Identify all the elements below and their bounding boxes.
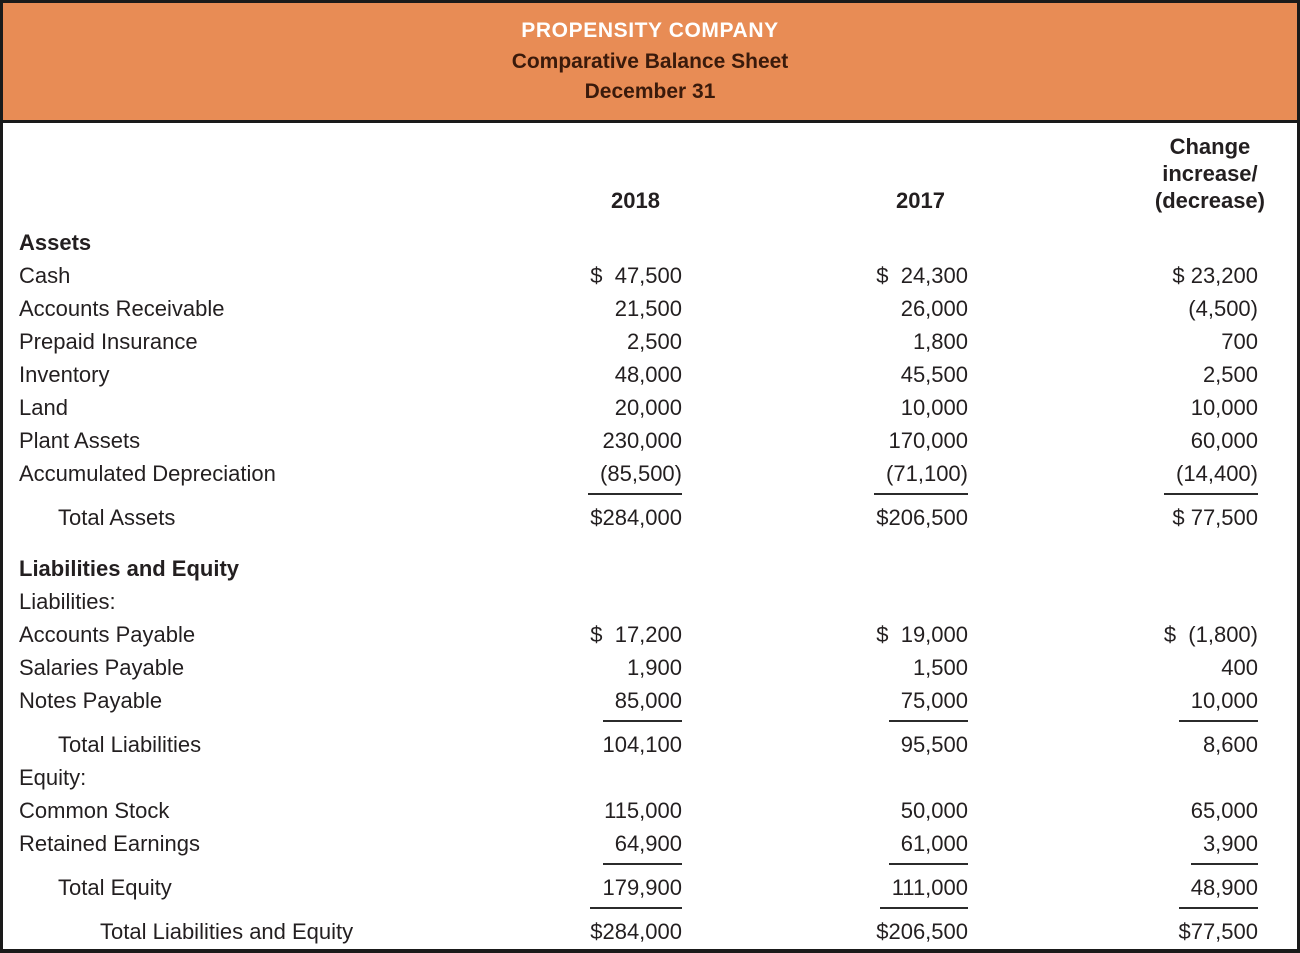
row-label: Plant Assets <box>19 428 141 453</box>
value-2017 <box>701 358 986 391</box>
row-label: Notes Payable <box>19 688 163 713</box>
value-text: 61,000 <box>889 827 968 865</box>
column-header-2017: 2017 <box>896 188 945 213</box>
value-text: $ 47,500 <box>590 263 682 288</box>
row-label: Total Assets <box>58 505 176 530</box>
value-text: (71,100) <box>874 457 968 495</box>
value-2018 <box>501 391 701 424</box>
report-title: Comparative Balance Sheet <box>511 50 789 73</box>
value-2018 <box>501 457 701 495</box>
value-2018 <box>501 292 701 325</box>
value-2017 <box>701 794 986 827</box>
value-text: $284,000 <box>590 919 682 944</box>
value-text: 179,900 <box>590 871 682 909</box>
value-2017 <box>701 618 986 651</box>
table-row <box>17 358 1281 391</box>
value-change <box>986 684 1281 722</box>
value-change <box>986 827 1281 865</box>
value-2018 <box>501 794 701 827</box>
value-2018 <box>501 827 701 865</box>
table-row <box>17 501 1281 534</box>
row-label: Liabilities: <box>19 589 116 614</box>
value-text: 50,000 <box>900 798 968 823</box>
report-date: December 31 <box>584 80 716 103</box>
value-change <box>986 871 1281 909</box>
value-text: 700 <box>1221 329 1258 354</box>
row-label: Accounts Payable <box>19 622 196 647</box>
value-change <box>986 259 1281 292</box>
table-row <box>17 585 1281 618</box>
value-text: 8,600 <box>1202 732 1258 757</box>
row-label: Assets <box>19 230 92 255</box>
value-text: $206,500 <box>876 919 968 944</box>
value-change <box>986 651 1281 684</box>
table-row <box>17 618 1281 651</box>
value-2018 <box>501 501 701 534</box>
row-label: Accounts Receivable <box>19 296 225 321</box>
table-row <box>17 292 1281 325</box>
row-label: Prepaid Insurance <box>19 329 198 354</box>
row-label: Liabilities and Equity <box>19 556 240 581</box>
table-row <box>17 391 1281 424</box>
row-label: Salaries Payable <box>19 655 185 680</box>
column-header-2018: 2018 <box>611 188 660 213</box>
value-2017 <box>701 684 986 722</box>
value-2018 <box>501 684 701 722</box>
value-2018 <box>501 871 701 909</box>
value-2018 <box>501 915 701 948</box>
value-text: 45,500 <box>900 362 968 387</box>
row-label: Total Liabilities <box>58 732 202 757</box>
value-text: 64,900 <box>603 827 682 865</box>
value-text: $ 17,200 <box>590 622 682 647</box>
value-2017 <box>701 325 986 358</box>
value-text: 111,000 <box>880 871 968 909</box>
table-row <box>17 794 1281 827</box>
value-2017 <box>701 651 986 684</box>
value-2018 <box>501 424 701 457</box>
row-label: Inventory <box>19 362 110 387</box>
value-text: 60,000 <box>1190 428 1258 453</box>
value-2017 <box>701 292 986 325</box>
change-line-2: increase/ <box>1162 161 1258 186</box>
value-text: (14,400) <box>1164 457 1258 495</box>
table-row <box>17 871 1281 909</box>
table-row <box>17 259 1281 292</box>
table-row <box>17 552 1281 585</box>
value-2017 <box>701 501 986 534</box>
value-text: 20,000 <box>614 395 682 420</box>
value-text: $284,000 <box>590 505 682 530</box>
table-row <box>17 915 1281 948</box>
value-change <box>986 325 1281 358</box>
row-label: Total Equity <box>58 875 172 900</box>
value-text: $206,500 <box>876 505 968 530</box>
table-row <box>17 457 1281 495</box>
table-row <box>17 424 1281 457</box>
row-label: Accumulated Depreciation <box>19 461 276 486</box>
column-header-change <box>986 133 1281 214</box>
value-text: 21,500 <box>614 296 682 321</box>
value-2017 <box>701 871 986 909</box>
row-label: Cash <box>19 263 71 288</box>
value-change <box>986 424 1281 457</box>
value-text: 3,900 <box>1191 827 1258 865</box>
table-row <box>17 651 1281 684</box>
table-row <box>17 761 1281 794</box>
value-text: 1,500 <box>912 655 968 680</box>
value-text: 2,500 <box>626 329 682 354</box>
value-text: 26,000 <box>900 296 968 321</box>
value-text: 65,000 <box>1190 798 1258 823</box>
value-2018 <box>501 259 701 292</box>
table-row <box>17 226 1281 259</box>
value-text: $ 24,300 <box>876 263 968 288</box>
value-text: $ (1,800) <box>1163 622 1258 647</box>
table-area <box>3 123 1297 948</box>
value-change <box>986 391 1281 424</box>
report-header <box>3 3 1297 123</box>
row-label: Equity: <box>19 765 87 790</box>
value-text: 400 <box>1221 655 1258 680</box>
row-label: Retained Earnings <box>19 831 201 856</box>
value-2017 <box>701 424 986 457</box>
value-change <box>986 358 1281 391</box>
value-text: 10,000 <box>1190 395 1258 420</box>
value-change <box>986 794 1281 827</box>
value-text: 115,000 <box>604 798 682 823</box>
row-label: Land <box>19 395 68 420</box>
value-2017 <box>701 915 986 948</box>
table-row <box>17 728 1281 761</box>
value-change <box>986 915 1281 948</box>
value-change <box>986 501 1281 534</box>
value-text: 75,000 <box>889 684 968 722</box>
value-2018 <box>501 618 701 651</box>
change-line-3: (decrease) <box>1154 188 1265 213</box>
value-change <box>986 292 1281 325</box>
column-header-change-text <box>1155 133 1265 214</box>
company-name: PROPENSITY COMPANY <box>521 19 779 42</box>
table-row <box>17 827 1281 865</box>
table-row <box>17 684 1281 722</box>
value-text: 230,000 <box>602 428 682 453</box>
value-2018 <box>501 651 701 684</box>
value-2017 <box>701 259 986 292</box>
value-text: 1,900 <box>626 655 682 680</box>
value-change <box>986 457 1281 495</box>
column-header-row <box>17 133 1281 214</box>
value-text: 10,000 <box>900 395 968 420</box>
row-label: Total Liabilities and Equity <box>100 919 354 944</box>
value-2018 <box>501 325 701 358</box>
value-text: 104,100 <box>602 732 682 757</box>
row-label: Common Stock <box>19 798 170 823</box>
table-row <box>17 325 1281 358</box>
value-text: (85,500) <box>588 457 682 495</box>
value-text: (4,500) <box>1188 296 1258 321</box>
value-text: 1,800 <box>912 329 968 354</box>
value-2018 <box>501 358 701 391</box>
value-2017 <box>701 827 986 865</box>
value-text: $ 19,000 <box>876 622 968 647</box>
balance-sheet-rows <box>17 226 1281 948</box>
value-2017 <box>701 391 986 424</box>
value-change <box>986 728 1281 761</box>
value-text: $ 77,500 <box>1172 505 1258 530</box>
value-text: 170,000 <box>888 428 968 453</box>
value-text: 48,900 <box>1179 871 1258 909</box>
value-text: 48,000 <box>614 362 682 387</box>
change-line-1: Change <box>1169 134 1251 159</box>
value-text: 2,500 <box>1202 362 1258 387</box>
value-text: $77,500 <box>1178 919 1258 944</box>
value-text: 85,000 <box>603 684 682 722</box>
value-2017 <box>701 457 986 495</box>
value-text: 10,000 <box>1179 684 1258 722</box>
value-2018 <box>501 728 701 761</box>
value-text: $ 23,200 <box>1172 263 1258 288</box>
value-2017 <box>701 728 986 761</box>
value-change <box>986 618 1281 651</box>
value-text: 95,500 <box>900 732 968 757</box>
